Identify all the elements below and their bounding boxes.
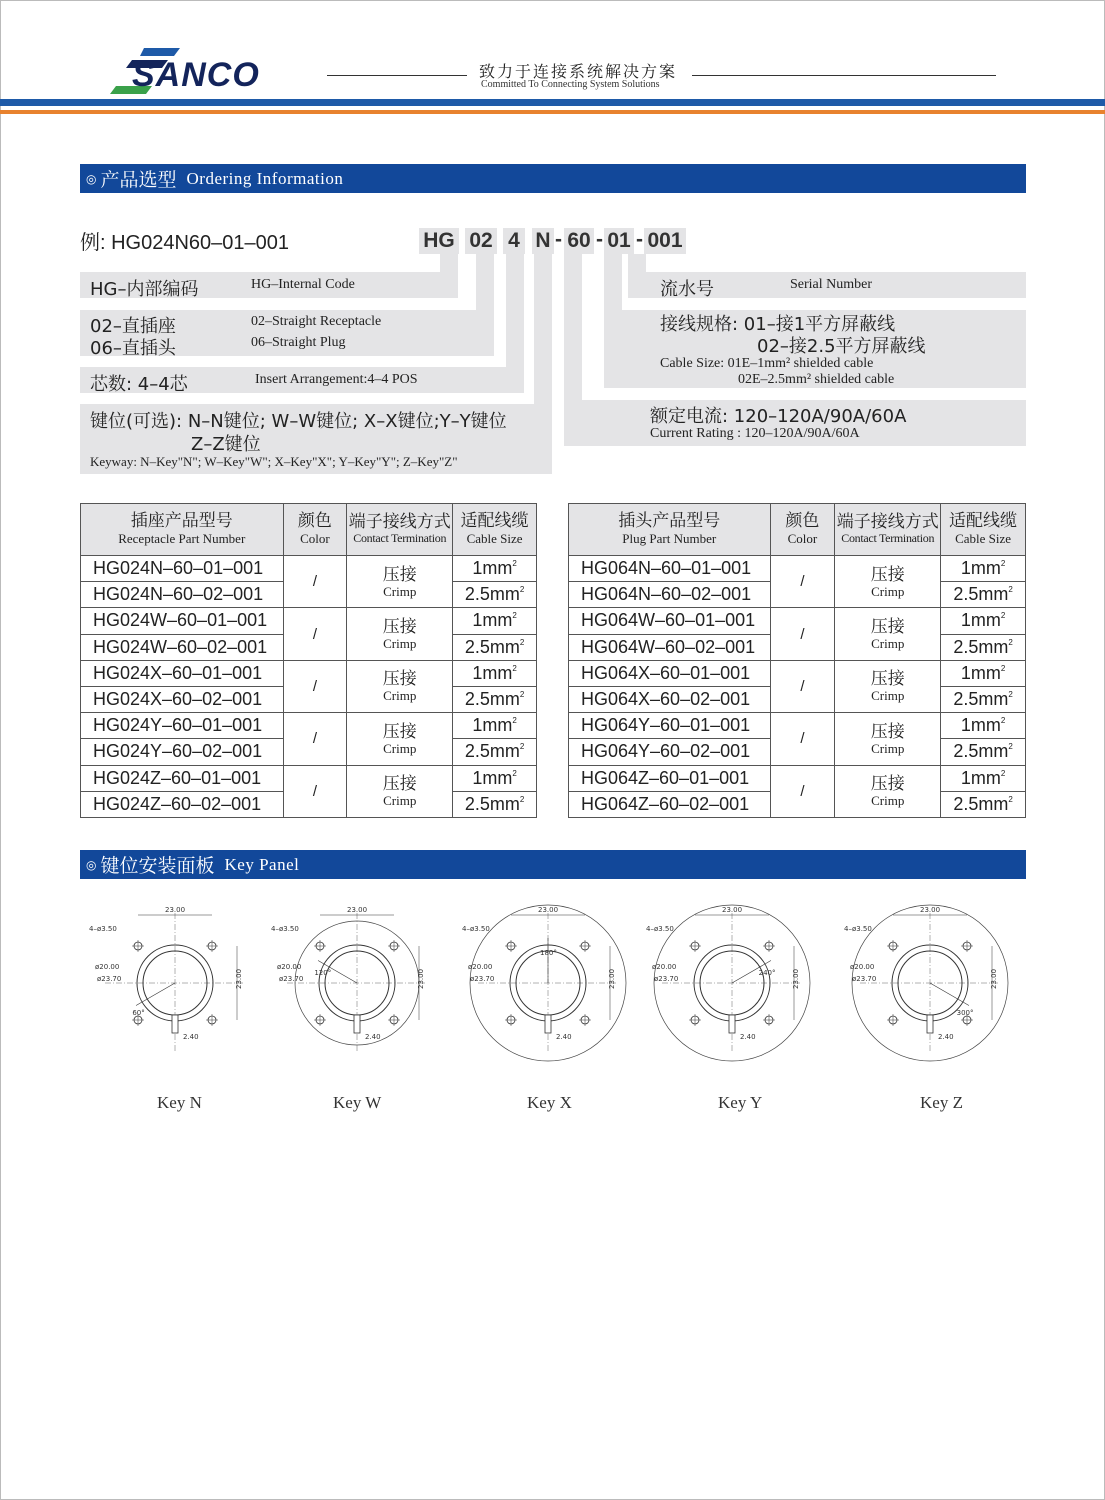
connector [506,254,524,393]
code-sep: - [555,228,562,251]
dim-holes: 4–ø3.50 [844,925,872,933]
cable-size-cell [453,686,537,712]
termination-cell [347,765,453,817]
header-band-blue [0,99,1105,106]
cable-size-superscript: 2 [519,637,525,647]
part-number-cell: HG024Y–60–02–001 [81,739,284,765]
cable-size-cn-2: 02–接2.5平方屏蔽线 [757,336,926,357]
color-cell: / [283,713,347,765]
dim-outer-diameter: ø23.70 [97,975,122,983]
part-number-cell: HG064Z–60–02–001 [569,791,771,817]
key-diagram-key-w [267,903,447,1083]
color-cell: / [283,765,347,817]
cable-size-superscript: 2 [512,559,517,569]
dim-outer-diameter: ø23.70 [654,975,679,983]
table-row [81,713,537,739]
part-number-cell: HG024W–60–01–001 [81,608,284,634]
part-number-cell: HG024X–60–01–001 [81,660,284,686]
cable-size-value: 1mm [472,610,513,631]
termination-en: Crimp [383,740,417,756]
receptacle-table [80,503,537,818]
termination-cn: 压接 [382,721,417,742]
code-sep: - [596,228,603,251]
termination-en: Crimp [871,688,905,704]
slogan-rule-right [692,75,996,76]
cable-size-superscript: 2 [1000,611,1006,621]
cable-size-cell [941,739,1026,765]
color-cell: / [770,556,835,608]
header-termination: 端子接线方式 Contact Termination [347,504,453,556]
cable-size-cell [453,582,537,608]
serial-cn: 流水号 [660,279,714,300]
cable-size-value: 1mm [960,558,1001,579]
connector [534,254,552,474]
dim-spacing-top: 23.00 [347,906,368,914]
cable-size-superscript: 2 [1008,637,1013,647]
slogan-rule-left [327,75,467,76]
key-diagram-key-n [85,903,265,1083]
cable-size-superscript: 2 [1000,663,1006,673]
key-slot [354,1015,360,1033]
cable-size-superscript: 2 [519,690,525,700]
part-number-cell: HG024X–60–02–001 [81,686,284,712]
key-angle-label: 60° [132,1009,145,1017]
dim-key-width: 2.40 [740,1033,756,1041]
key-label: Key N [157,1093,202,1112]
dim-inner-diameter: ø20.00 [277,963,302,971]
plug-en: 06–Straight Plug [251,335,346,350]
termination-en: Crimp [383,636,417,652]
termination-cn: 压接 [382,617,417,638]
cable-size-cell [941,686,1026,712]
color-cell: / [770,713,835,765]
ordering-example: 例: HG024N60–01–001 [80,232,290,254]
cable-size-cell [941,634,1026,660]
section-bullet-icon: ◎ [86,171,97,186]
cable-size-superscript: 2 [1000,716,1006,726]
section-bullet-icon: ◎ [86,857,97,872]
plug-table [568,503,1026,818]
table-row [81,608,537,634]
termination-en: Crimp [383,793,417,809]
slogan-english: Committed To Connecting System Solutions [481,79,660,90]
cable-size-superscript: 2 [1008,690,1013,700]
cable-size-value: 1mm [472,662,513,683]
cable-size-cell [941,660,1026,686]
dim-spacing-right: 23.00 [417,968,425,989]
dim-key-width: 2.40 [365,1033,381,1041]
dim-outer-diameter: ø23.70 [279,975,304,983]
part-number-cell: HG024Z–60–02–001 [81,791,284,817]
dim-inner-diameter: ø20.00 [95,963,120,971]
color-cell: / [770,765,835,817]
cable-size-value: 2.5mm [464,793,520,814]
key-angle-label: 120° [314,969,332,977]
dim-spacing-right: 23.00 [235,968,243,989]
color-cell: / [283,556,347,608]
code-part-hg: HG [419,228,459,254]
receptacle-en: 02–Straight Receptacle [251,314,382,329]
key-label: Key Y [718,1093,763,1112]
internal-code-en: HG–Internal Code [251,277,355,292]
part-number-cell: HG064Z–60–01–001 [569,765,771,791]
code-part-serial: 001 [644,228,686,254]
cable-size-superscript: 2 [519,742,525,752]
code-part-type: 02 [465,228,497,254]
cable-size-cn: 接线规格: 01–接1平方屏蔽线 [660,314,896,335]
cable-size-cell [453,739,537,765]
ordering-title-cn: 产品选型 [100,169,177,191]
key-angle-line [930,983,969,1006]
code-part-key: N [532,228,554,254]
table-row [569,660,1026,686]
termination-cn: 压接 [870,721,905,742]
cable-size-cell [453,634,537,660]
part-number-cell: HG064N–60–02–001 [569,582,771,608]
dim-spacing-right: 23.00 [990,968,998,989]
dim-holes: 4–ø3.50 [271,925,299,933]
cable-size-superscript: 2 [519,585,525,595]
cable-size-cell [453,660,537,686]
table-row [81,556,537,582]
cable-size-superscript: 2 [512,716,517,726]
keyway-cn-2: Z–Z键位 [191,434,261,455]
cable-size-value: 1mm [472,715,513,736]
termination-cell [347,608,453,660]
color-cell: / [283,608,347,660]
dim-outer-diameter: ø23.70 [470,975,495,983]
dim-key-width: 2.40 [938,1033,954,1041]
dim-holes: 4–ø3.50 [646,925,674,933]
dim-inner-diameter: ø20.00 [468,963,493,971]
header-color: 颜色 Color [283,504,347,556]
termination-en: Crimp [871,793,905,809]
table-header-row [81,504,537,556]
key-angle-line [136,983,175,1006]
brand-name: SANCO [132,56,260,94]
part-number-cell: HG024N–60–01–001 [81,556,284,582]
cable-size-cell [941,713,1026,739]
keyway-en: Keyway: N–Key"N"; W–Key"W"; X–Key"X"; Y–Key"Y"; Z–Key"Z" [90,454,458,469]
internal-code-cn: HG–内部编码 [90,279,199,300]
color-cell: / [283,660,347,712]
plug-cn: 06–直插头 [90,338,176,359]
dim-spacing-top: 23.00 [165,906,186,914]
cable-size-value: 2.5mm [464,584,520,605]
dim-spacing-top: 23.00 [920,906,941,914]
termination-cell [835,660,941,712]
cable-size-superscript: 2 [1008,585,1013,595]
key-angle-label: 180° [540,949,557,957]
termination-cell [835,765,941,817]
termination-en: Crimp [383,583,417,599]
cable-size-superscript: 2 [512,768,517,778]
cable-size-cell [941,791,1026,817]
termination-en: Crimp [871,740,905,756]
pos-cn: 芯数: 4–4芯 [90,374,188,395]
table-row [569,713,1026,739]
dim-outer-diameter: ø23.70 [852,975,877,983]
cable-size-en: Cable Size: 01E–1mm² shielded cable [660,356,874,371]
key-label: Key Z [920,1093,963,1112]
connector [440,254,458,298]
key-panel-title-en: Key Panel [224,854,300,874]
cable-size-cell [941,608,1026,634]
cable-size-superscript: 2 [1000,768,1006,778]
cable-size-cell [453,556,537,582]
part-number-cell: HG064Y–60–01–001 [569,713,771,739]
termination-cn: 压接 [870,564,905,585]
dim-holes: 4–ø3.50 [462,925,490,933]
part-number-cell: HG024Y–60–01–001 [81,713,284,739]
cable-size-en-2: 02E–2.5mm² shielded cable [738,372,895,387]
ordering-title-en: Ordering Information [186,168,344,188]
cable-size-cell [453,608,537,634]
dim-inner-diameter: ø20.00 [850,963,875,971]
dim-key-width: 2.40 [183,1033,199,1041]
dim-inner-diameter: ø20.00 [652,963,677,971]
header-part-number: 插头产品型号 Plug Part Number [569,504,771,556]
color-cell: / [770,608,835,660]
table-header-row [569,504,1026,556]
pos-en: Insert Arrangement:4–4 POS [255,372,418,387]
slogan-chinese: 致力于连接系统解决方案 [479,62,678,81]
part-number-cell: HG064W–60–01–001 [569,608,771,634]
termination-cell [835,556,941,608]
keyway-cn: 键位(可选): N–N键位; W–W键位; X–X键位;Y–Y键位 [90,411,507,432]
cable-size-value: 2.5mm [953,584,1009,605]
key-slot [729,1015,735,1033]
current-cn: 额定电流: 120–120A/90A/60A [650,406,907,427]
cable-size-value: 1mm [960,610,1001,631]
termination-cn: 压接 [870,617,905,638]
termination-cell [347,660,453,712]
part-number-cell: HG024W–60–02–001 [81,634,284,660]
cable-size-superscript: 2 [1000,559,1006,569]
part-number-cell: HG024Z–60–01–001 [81,765,284,791]
header-part-number: 插座产品型号 Receptacle Part Number [81,504,284,556]
part-number-cell: HG064Y–60–02–001 [569,739,771,765]
table-row [569,765,1026,791]
table-row [569,556,1026,582]
part-number-cell: HG064N–60–01–001 [569,556,771,582]
dim-key-width: 2.40 [556,1033,572,1041]
code-part-cable: 01 [604,228,634,254]
dim-spacing-right: 23.00 [792,968,800,989]
cable-size-cell [941,556,1026,582]
header-termination: 端子接线方式 Contact Termination [835,504,941,556]
dim-spacing-top: 23.00 [538,906,559,914]
dim-holes: 4–ø3.50 [89,925,117,933]
cable-size-value: 2.5mm [464,636,520,657]
key-angle-label: 300° [956,1009,974,1017]
cable-size-cell [453,713,537,739]
cable-size-value: 2.5mm [464,689,520,710]
cable-size-value: 2.5mm [464,741,520,762]
termination-cell [347,713,453,765]
key-panel-section-bar [80,850,1026,879]
serial-en: Serial Number [790,277,873,292]
termination-cell [835,608,941,660]
key-slot [927,1015,933,1033]
cable-size-value: 1mm [960,767,1001,788]
part-number-cell: HG064X–60–01–001 [569,660,771,686]
header-band-orange [0,110,1105,114]
header-cable-size: 适配线缆 Cable Size [453,504,537,556]
cable-size-cell [453,765,537,791]
termination-cn: 压接 [382,564,417,585]
termination-cn: 压接 [382,669,417,690]
termination-en: Crimp [383,688,417,704]
cable-size-cell [941,765,1026,791]
key-panel-title-cn: 键位安装面板 [100,855,215,877]
cable-size-superscript: 2 [512,611,517,621]
cable-size-value: 2.5mm [953,636,1009,657]
key-diagram-key-x [458,903,638,1083]
key-diagram-key-z [840,903,1020,1083]
part-number-cell: HG064W–60–02–001 [569,634,771,660]
part-number-cell: HG064X–60–02–001 [569,686,771,712]
cable-size-value: 2.5mm [953,793,1009,814]
key-label: Key W [333,1093,382,1112]
key-label: Key X [527,1093,572,1112]
code-part-pos: 4 [503,228,525,254]
cable-size-cell [941,582,1026,608]
termination-en: Crimp [871,583,905,599]
connector [476,254,494,356]
termination-cell [835,713,941,765]
key-angle-label: 240° [758,969,776,977]
ordering-section-bar [80,164,1026,193]
cable-size-value: 1mm [960,662,1001,683]
table-row [81,660,537,686]
code-part-current: 60 [564,228,594,254]
termination-en: Crimp [871,636,905,652]
cable-size-value: 1mm [472,558,513,579]
key-diagram-key-y [642,903,822,1083]
table-row [81,765,537,791]
key-slot [545,1015,551,1033]
termination-cell [347,556,453,608]
cable-size-superscript: 2 [512,663,517,673]
receptacle-cn: 02–直插座 [90,316,176,337]
table-row [569,608,1026,634]
termination-cn: 压接 [870,774,905,795]
cable-size-superscript: 2 [1008,794,1013,804]
termination-cn: 压接 [870,669,905,690]
termination-cn: 压接 [382,774,417,795]
cable-size-value: 2.5mm [953,741,1009,762]
cable-size-cell [453,791,537,817]
cable-size-value: 2.5mm [953,689,1009,710]
color-cell: / [770,660,835,712]
cable-size-value: 1mm [960,715,1001,736]
dim-spacing-right: 23.00 [608,968,616,989]
cable-size-superscript: 2 [519,794,525,804]
header-cable-size: 适配线缆 Cable Size [941,504,1026,556]
cable-size-superscript: 2 [1008,742,1013,752]
dim-spacing-top: 23.00 [722,906,743,914]
header-color: 颜色 Color [770,504,835,556]
current-en: Current Rating : 120–120A/90A/60A [650,426,860,441]
key-slot [172,1015,178,1033]
code-sep: - [636,228,643,251]
part-number-cell: HG024N–60–02–001 [81,582,284,608]
cable-size-value: 1mm [472,767,513,788]
